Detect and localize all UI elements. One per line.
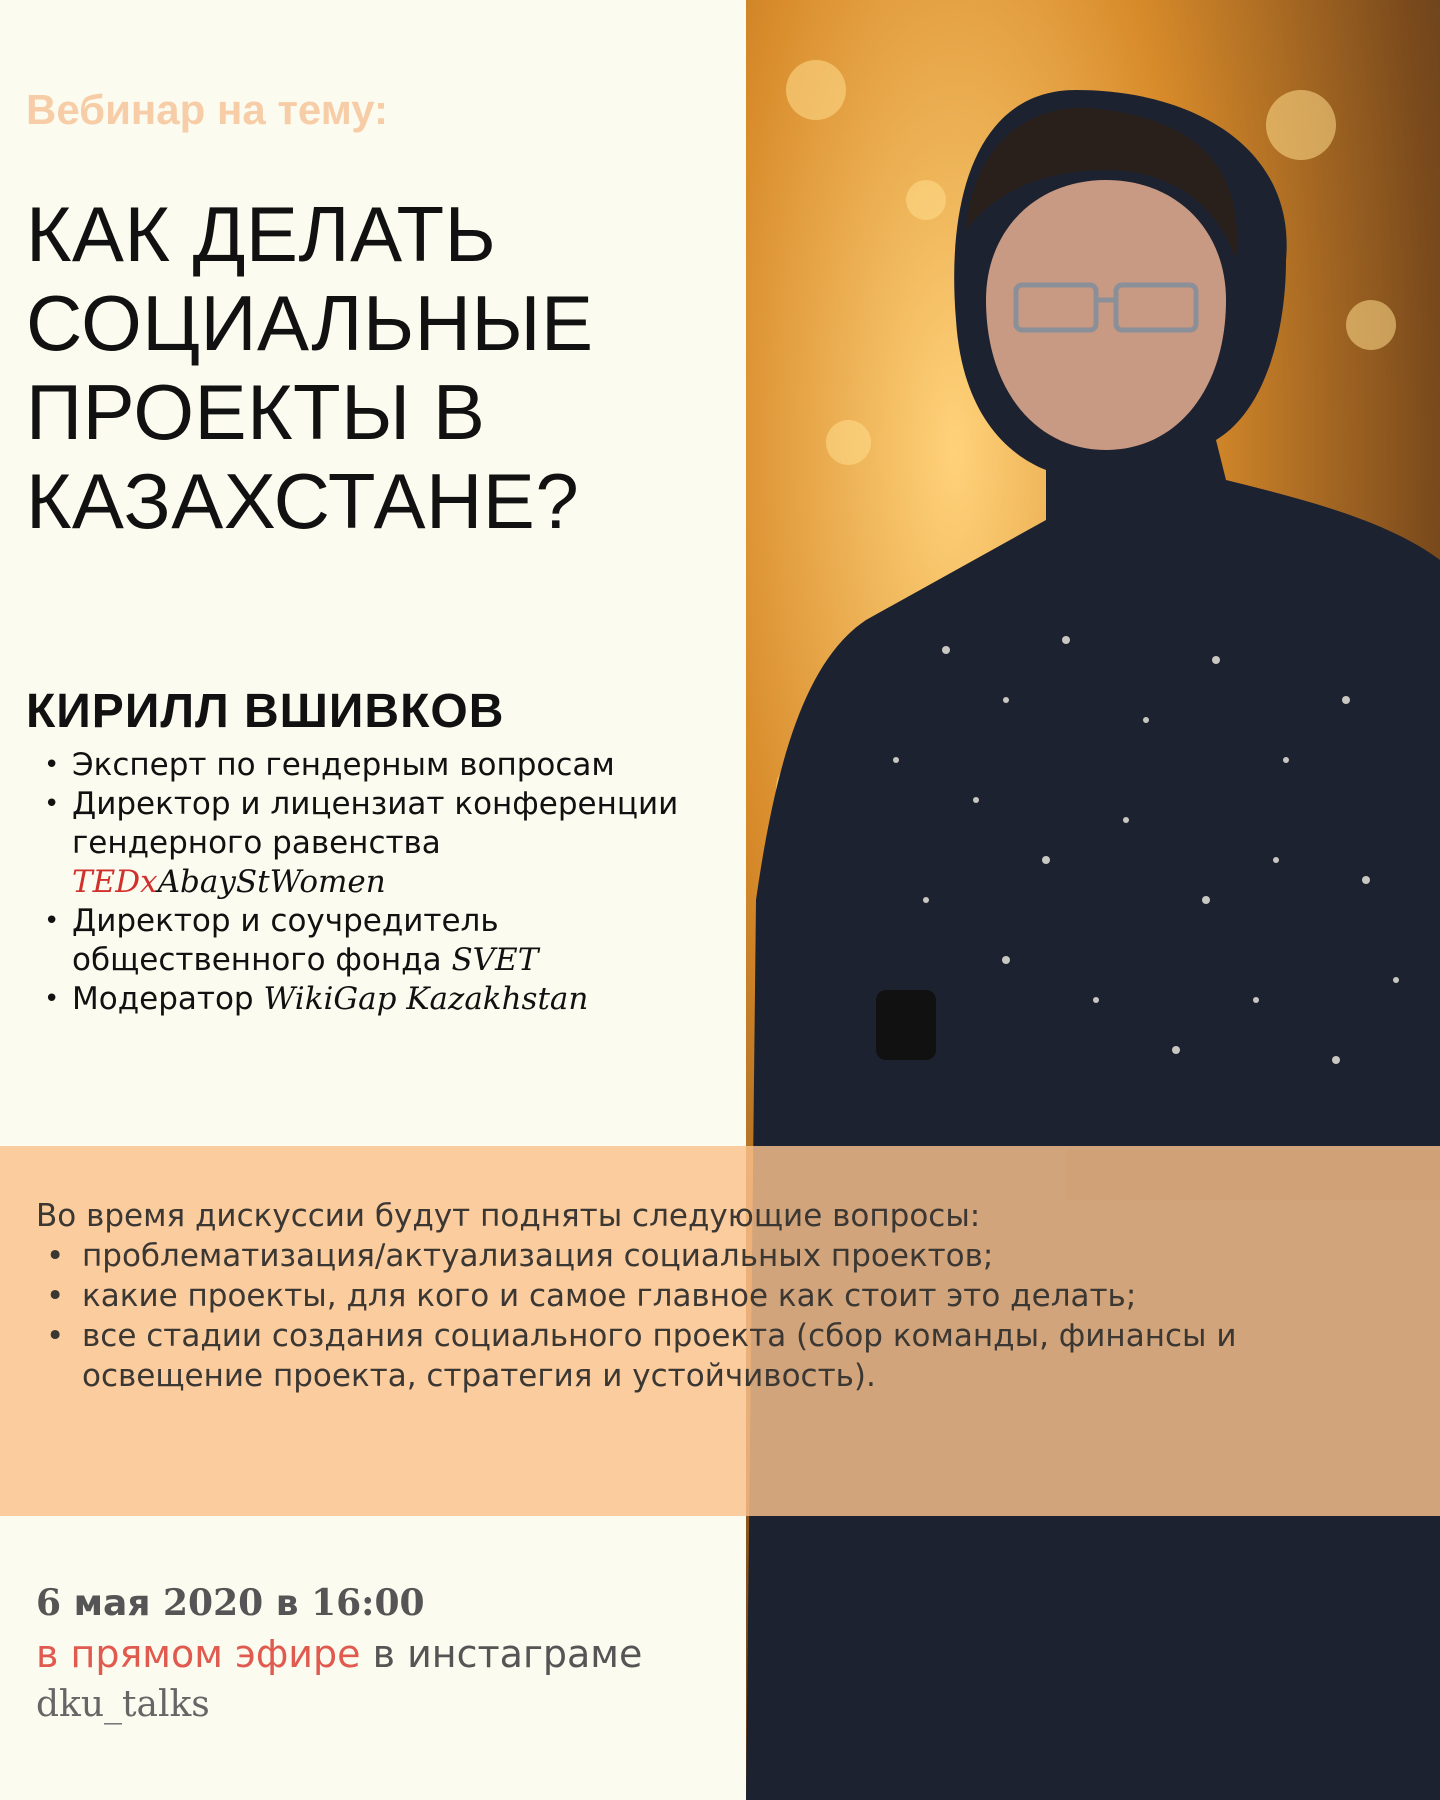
title-line-3: ПРОЕКТЫ В	[26, 368, 486, 456]
speaker-bio-list	[44, 746, 744, 1019]
tedx-brand: TEDxAbayStWomen	[72, 864, 386, 900]
event-date: 6 мая 2020 в 16:00	[36, 1582, 425, 1624]
live-broadcast-line: в прямом эфире в инстаграме	[36, 1632, 643, 1676]
instagram-handle: dku_talks	[36, 1684, 210, 1725]
speaker-name: КИРИЛЛ ВШИВКОВ	[26, 685, 505, 738]
discussion-item: • все стадии создания социального проекта (сбор команды, финансы и освещение проекта, стратегия и устойчивость).	[46, 1316, 1386, 1396]
bio-item: • Директор и лицензиат конференции гендерного равенства TEDxAbayStWomen	[44, 785, 744, 902]
discussion-item: • какие проекты, для кого и самое главное как стоит это делать;	[46, 1276, 1386, 1316]
title-line-1: КАК ДЕЛАТЬ	[26, 190, 497, 278]
bio-item: • Эксперт по гендерным вопросам	[44, 746, 744, 785]
page-title	[26, 190, 726, 546]
title-line-2: СОЦИАЛЬНЫЕ	[26, 279, 594, 367]
wikigap-brand: WikiGap Kazakhstan	[263, 981, 589, 1017]
svet-brand: SVET	[451, 942, 539, 978]
bio-item: • Модератор WikiGap Kazakhstan	[44, 980, 744, 1019]
speaker-photo	[746, 0, 1440, 1800]
bio-item: • Директор и соучредитель общественного фонда SVET	[44, 902, 744, 980]
discussion-intro: Во время дискуссии будут подняты следующие вопросы:	[36, 1198, 981, 1234]
discussion-item: • проблематизация/актуализация социальных проектов;	[46, 1236, 1386, 1276]
discussion-list	[46, 1236, 1386, 1396]
webinar-kicker: Вебинар на тему:	[26, 86, 389, 133]
title-line-4: КАЗАХСТАНЕ?	[26, 457, 580, 545]
person-silhouette	[746, 0, 1440, 1800]
